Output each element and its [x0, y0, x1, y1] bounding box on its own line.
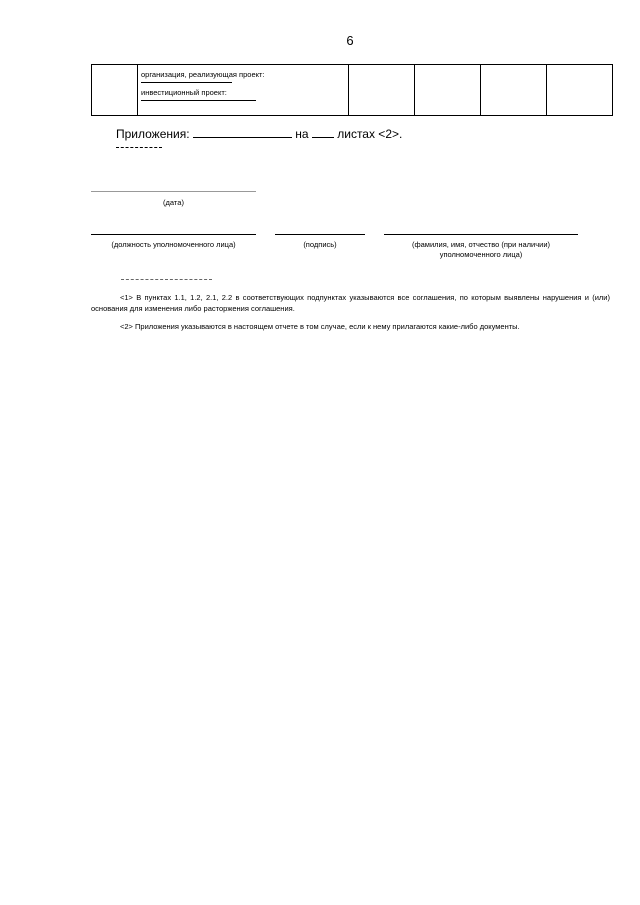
attachments-suffix: листах <2>.: [337, 127, 403, 141]
table-cell: [481, 65, 547, 116]
table-cell: [415, 65, 481, 116]
table-cell: [547, 65, 613, 116]
table-cell-description: [138, 65, 349, 116]
name-caption-line1: (фамилия, имя, отчество (при наличии): [411, 240, 551, 249]
sign-line: [275, 234, 365, 235]
attachments-separator: [116, 147, 162, 148]
footnote-separator: [121, 279, 212, 280]
attachments-middle: на: [295, 127, 309, 141]
name-caption-line2: уполномоченного лица): [439, 250, 523, 260]
org-underline: [141, 82, 232, 83]
date-caption: (дата): [163, 198, 184, 207]
attachments-prefix: Приложения:: [116, 127, 190, 141]
investment-underline: [141, 100, 256, 101]
attachments-name-blank: [193, 127, 292, 138]
table-cell-index: [92, 65, 138, 116]
footnote-2: [91, 322, 610, 333]
table-row: [92, 65, 613, 116]
name-caption: [384, 240, 578, 260]
position-line: [91, 234, 256, 235]
investment-label: инвестиционный проект:: [141, 88, 227, 97]
org-label: организация, реализующая проект:: [141, 70, 265, 79]
footnote-1-text: <1> В пунктах 1.1, 1.2, 2.1, 2.2 в соответствующих подпунктах указываются все соглашения, по которым выявлены нарушения и (или) основания для изменения либо расторжения соглашения.: [91, 293, 610, 313]
report-table: [91, 64, 613, 116]
date-line: [91, 191, 256, 192]
position-caption: (должность уполномоченного лица): [111, 240, 236, 249]
footnote-2-text: <2> Приложения указываются в настоящем отчете в том случае, если к нему прилагаются какие-либо документы.: [120, 322, 520, 331]
attachments-sheets-blank: [312, 127, 334, 138]
name-line: [384, 234, 578, 235]
attachments-line: [116, 127, 402, 141]
footnote-1: [91, 293, 610, 315]
page-number: 6: [346, 33, 354, 48]
sign-caption: (подпись): [303, 240, 337, 249]
table-cell: [349, 65, 415, 116]
